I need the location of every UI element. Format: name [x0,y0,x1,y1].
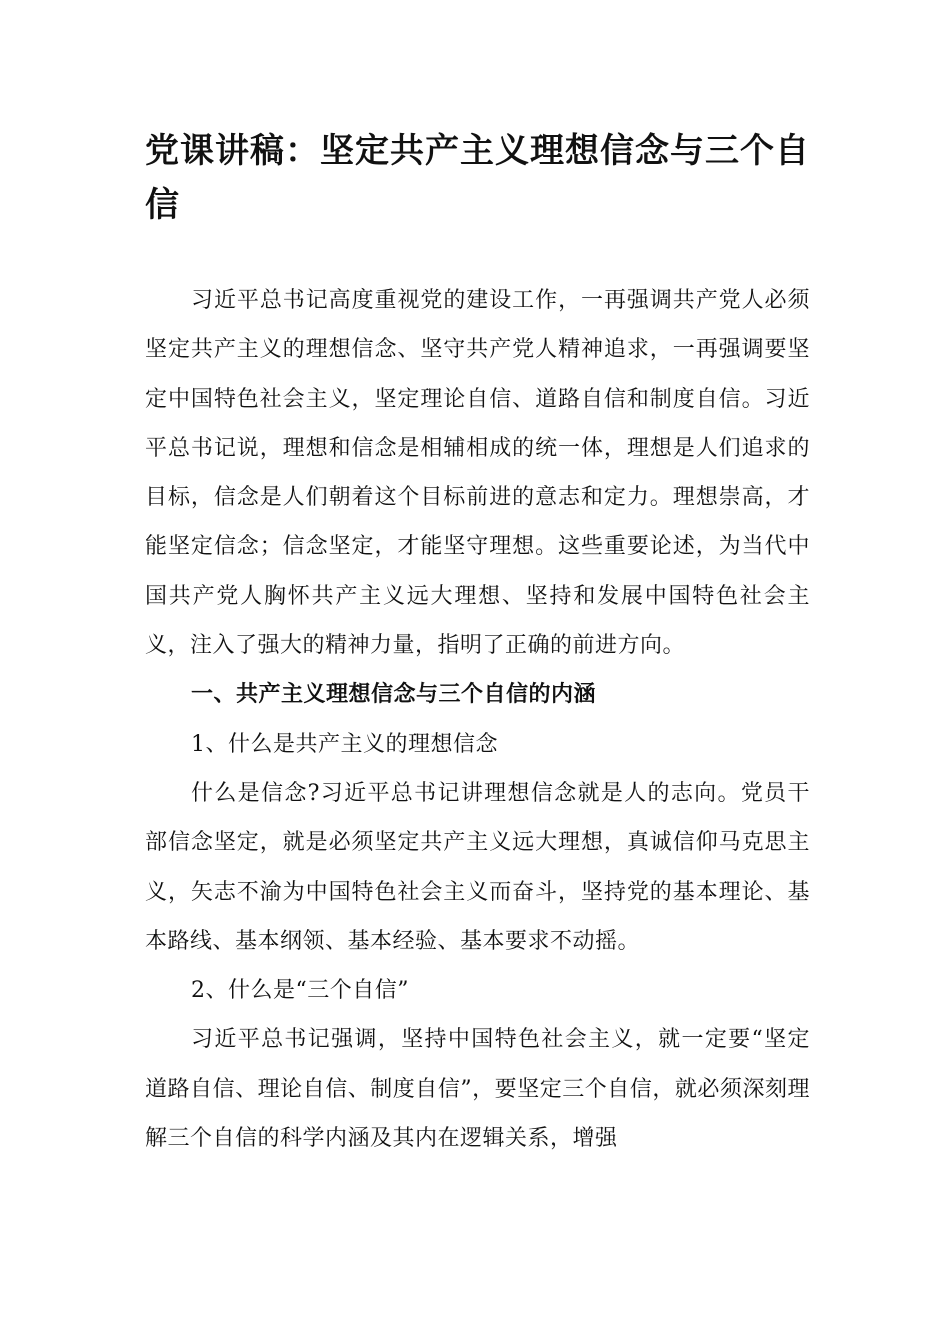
subsection-heading: 2、什么是“三个自信” [191,978,409,1004]
subsection-heading: 1、什么是共产主义的理想信念 [191,731,498,757]
document-title: 党课讲稿：坚定共产主义理想信念与三个自信 [145,131,810,225]
document-body [145,276,810,1163]
body-paragraph: 习近平总书记强调，坚持中国特色社会主义，就一定要“坚定道路自信、理论自信、制度自信”，要坚定三个自信，就必须深刻理解三个自信的科学内涵及其内在逻辑关系，增强 [145,1027,810,1152]
section-heading: 一、共产主义理想信念与三个自信的内涵 [191,682,597,708]
intro-paragraph: 习近平总书记高度重视党的建设工作，一再强调共产党人必须坚定共产主义的理想信念、坚守共产党人精神追求，一再强调要坚定中国特色社会主义，坚定理论自信、道路自信和制度自信。习近平总书记说，理想和信念是相辅相成的统一体，理想是人们追求的目标，信念是人们朝着这个目标前进的意志和定力。理想崇高，才能坚定信念；信念坚定，才能坚守理想。这些重要论述，为当代中国共产党人胸怀共产主义远大理想、坚持和发展中国特色社会主义，注入了强大的精神力量，指明了正确的前进方向。 [145,288,810,659]
body-paragraph: 什么是信念?习近平总书记讲理想信念就是人的志向。党员干部信念坚定，就是必须坚定共产主义远大理想，真诚信仰马克思主义，矢志不渝为中国特色社会主义而奋斗，坚持党的基本理论、基本路线、基本纲领、基本经验、基本要求不动摇。 [145,780,810,954]
